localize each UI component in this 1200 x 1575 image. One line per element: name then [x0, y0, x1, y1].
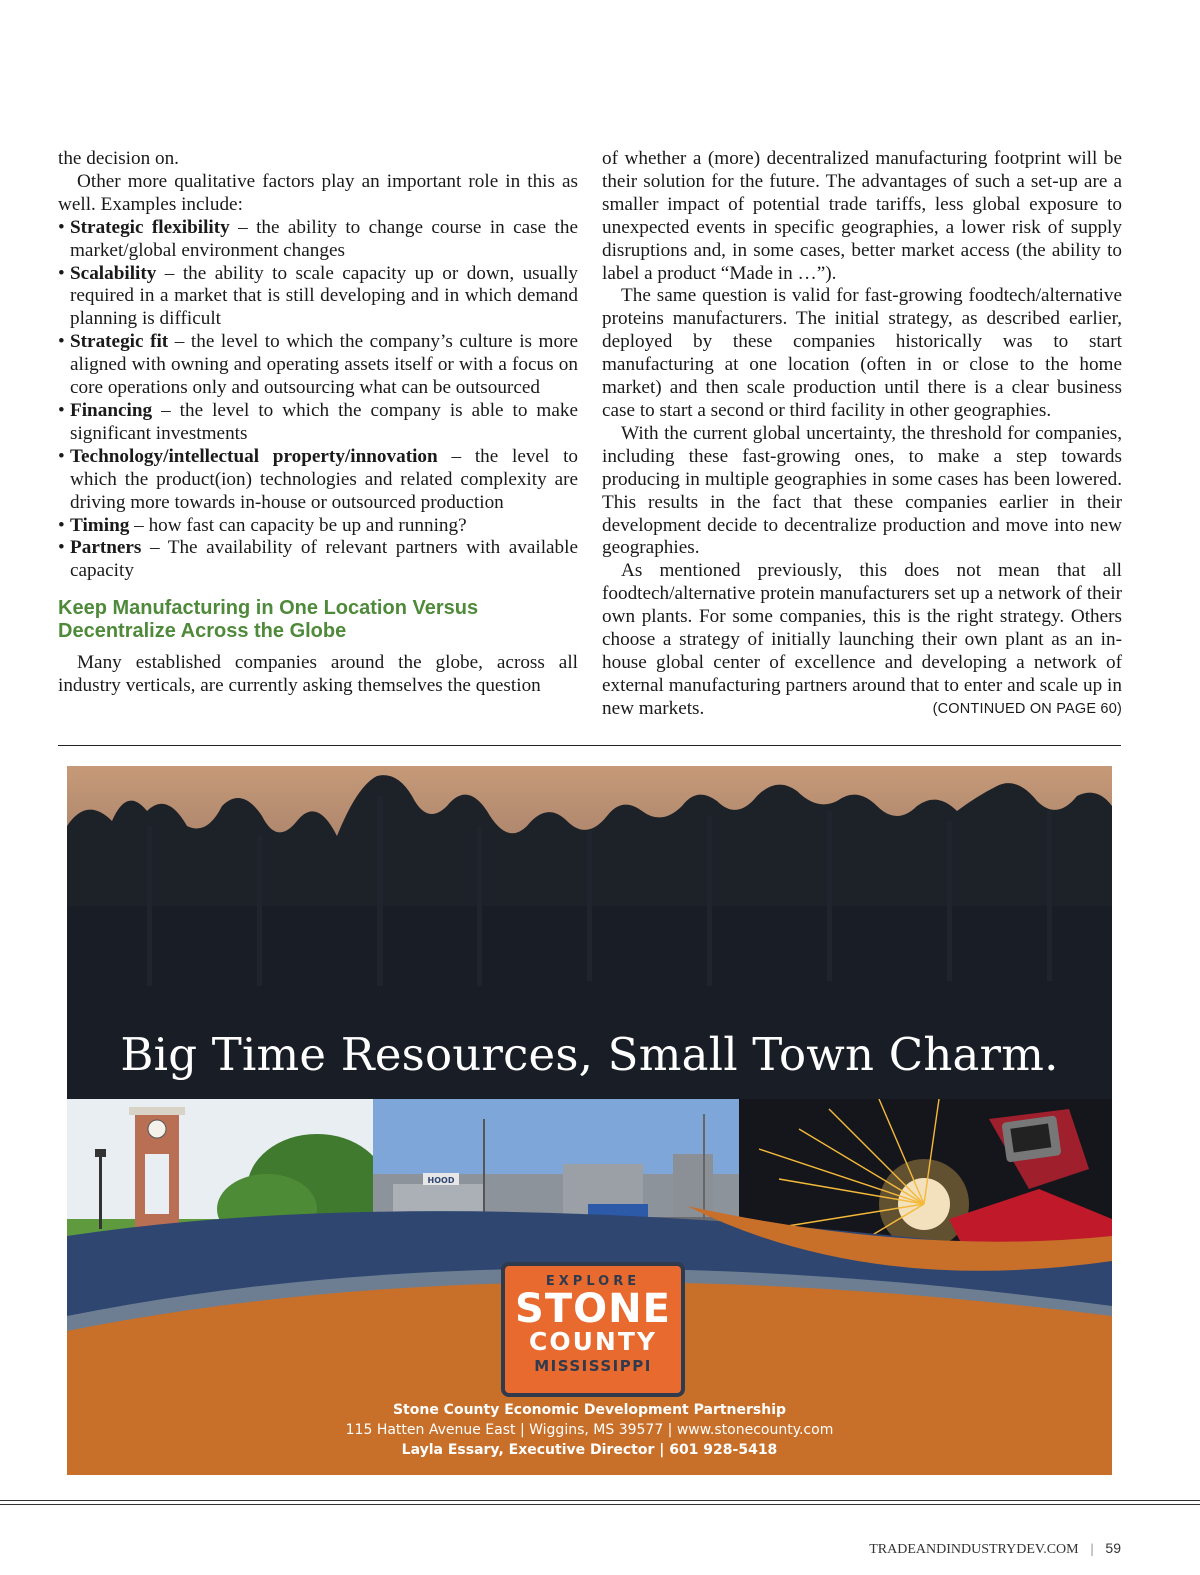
list-item-term: Strategic fit [70, 331, 169, 353]
paragraph: With the current global uncertainty, the threshold for companies, including these fast-growing ones, to make a step towards producing in multiple geographies in some cases has been lowered. This results in the fact that these companies earlier in their development decide to decentralize production and move into new geographies. [602, 422, 1122, 559]
list-item-text: – The availability of relevant partners with available capacity [70, 537, 578, 582]
list-item [58, 400, 578, 446]
list-item [58, 217, 578, 263]
factor-list [58, 217, 578, 584]
footer-rule [0, 1500, 1200, 1501]
footer-rule [0, 1504, 1200, 1505]
article-column-left [58, 148, 578, 698]
list-item [58, 515, 578, 538]
stone-county-logo [501, 1262, 685, 1397]
article-column-right [602, 148, 1122, 721]
logo-line-county: COUNTY [529, 1327, 657, 1356]
list-item [58, 263, 578, 332]
page-footer [869, 1540, 1121, 1558]
list-item-term: Financing [70, 399, 153, 421]
paragraph: the decision on. [58, 148, 179, 169]
director-line: Layla Essary, Executive Director | 601 928-5418 [401, 1442, 778, 1458]
site-url[interactable]: TRADEANDINDUSTRYDEV.COM [869, 1542, 1079, 1557]
ad-headline: Big Time Resources, Small Town Charm. [120, 1028, 1059, 1081]
ad-contact-block [67, 1400, 1112, 1460]
list-item-term: Scalability [70, 262, 157, 284]
list-item-text: – the level to which the company’s culture is more aligned with owning and operating assets itself or with a focus on core operations only and outsourcing what can be outsourced [70, 331, 578, 399]
logo-line-stone: STONE [515, 1286, 671, 1332]
divider [58, 745, 1121, 746]
paragraph: The same question is valid for fast-growing foodtech/alternative proteins manufacturers. The initial strategy, as described earlier, deployed by these companies historically was to start manufacturing at one location (often in or close to the home market) and then scale production until there is a clear business case to start a second or third facility in other geographies. [602, 285, 1122, 421]
paragraph: Other more qualitative factors play an important role in this as well. Examples include: [58, 170, 578, 215]
logo-line-explore: EXPLORE [545, 1274, 641, 1289]
list-item-term: Strategic flexibility [70, 216, 230, 238]
list-item-term: Technology/intellectual property/innovation [70, 445, 438, 467]
list-item-term: Timing [70, 514, 130, 536]
advertisement[interactable] [67, 766, 1112, 1475]
paragraph: Many established companies around the globe, across all industry verticals, are currently asking themselves the question [58, 652, 578, 697]
section-subheading: Keep Manufacturing in One Location Versus Decentralize Across the Globe [58, 597, 479, 643]
list-item-text: – the level to which the product(ion) technologies and related complexity are driving more towards in-house or outsourced production [70, 445, 579, 513]
list-item-text: – the ability to change course in case the market/global environment changes [70, 216, 578, 261]
organization-name: Stone County Economic Development Partnership [392, 1402, 787, 1418]
building-sign: HOOD [427, 1176, 455, 1185]
list-item [58, 537, 578, 583]
list-item-text: – the level to which the company is able to make significant investments [70, 399, 578, 444]
logo-line-state: MISSISSIPPI [534, 1357, 652, 1375]
list-item-text: – the ability to scale capacity up or down, usually required in a market that is still developing and in which demand planning is difficult [70, 262, 578, 330]
continued-note: (CONTINUED ON PAGE 60) [932, 700, 1122, 717]
paragraph [602, 560, 1122, 720]
page-number: 59 [1105, 1540, 1121, 1556]
list-item-text: – how fast can capacity be up and running? [129, 514, 467, 536]
list-item [58, 331, 578, 400]
list-item [58, 446, 578, 515]
address-line[interactable]: 115 Hatten Avenue East | Wiggins, MS 39577 | www.stonecounty.com [345, 1422, 834, 1438]
footer-separator: | [1090, 1542, 1094, 1557]
list-item-term: Partners [70, 537, 142, 559]
paragraph-text: As mentioned previously, this does not mean that all foodtech/alternative protein manufacturers set up a network of their own plants. For some companies, this is the right strategy. Others choose a strategy of initially launching their own plant as an in-house global center of excellence and developing a network of external manufacturing partners around that to enter and scale up in new markets. [602, 560, 1122, 719]
paragraph: of whether a (more) decentralized manufacturing footprint will be their solution for the future. The advantages of such a set-up are a smaller impact of potential trade tariffs, less global exposure to unexpected events in specific geographies, a lower risk of supply disruptions and, in some cases, better market access (the ability to label a product “Made in …”). [602, 148, 1122, 284]
